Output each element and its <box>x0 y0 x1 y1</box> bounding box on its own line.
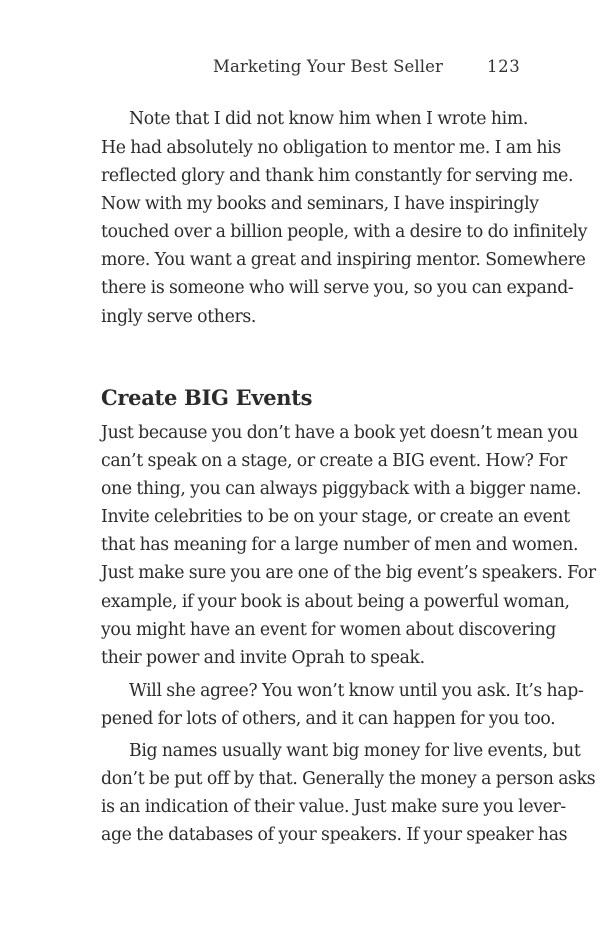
text-line: He had absolutely no obligation to mentor me. I am his <box>101 138 561 158</box>
text-line: you might have an event for women about discovering <box>101 620 556 640</box>
text-line: touched over a billion people, with a desire to do infinitely <box>101 222 588 242</box>
text-line: pened for lots of others, and it can happen for you too. <box>101 709 556 729</box>
text-line: Invite celebrities to be on your stage, or create an event <box>101 507 570 527</box>
text-line: Just because you don’t have a book yet doesn’t mean you <box>101 423 578 443</box>
page-number: 123 <box>487 57 521 76</box>
text-line: there is someone who will serve you, so you can expand- <box>101 278 574 298</box>
text-line: example, if your book is about being a powerful woman, <box>101 592 570 612</box>
text-line: Note that I did not know him when I wrote him. <box>129 109 528 129</box>
running-head <box>0 57 600 81</box>
text-line: Now with my books and seminars, I have inspiringly <box>101 194 539 214</box>
text-line: age the databases of your speakers. If your speaker has <box>101 825 568 845</box>
section-heading: Create BIG Events <box>101 385 313 410</box>
text-line: Just make sure you are one of the big event’s speakers. For <box>101 563 596 583</box>
running-title: Marketing Your Best Seller <box>213 57 443 76</box>
text-line: Will she agree? You won’t know until you ask. It’s hap- <box>129 681 584 701</box>
text-line: that has meaning for a large number of men and women. <box>101 535 579 555</box>
text-line: more. You want a great and inspiring mentor. Somewhere <box>101 250 586 270</box>
text-line: can’t speak on a stage, or create a BIG event. How? For <box>101 451 567 471</box>
text-line: one thing, you can always piggyback with a bigger name. <box>101 479 582 499</box>
text-line: their power and invite Oprah to speak. <box>101 648 425 668</box>
text-line: ingly serve others. <box>101 307 257 327</box>
text-line: don’t be put off by that. Generally the money a person asks <box>101 769 596 789</box>
text-line: is an indication of their value. Just make sure you lever- <box>101 797 566 817</box>
text-line: reflected glory and thank him constantly for serving me. <box>101 166 574 186</box>
text-line: Big names usually want big money for live events, but <box>129 741 581 761</box>
